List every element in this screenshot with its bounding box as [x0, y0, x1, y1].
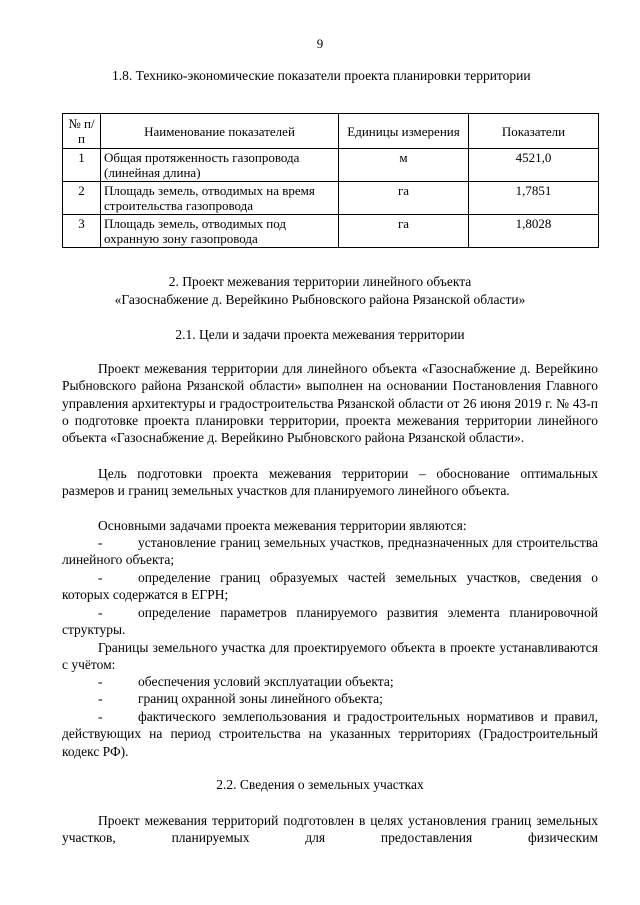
dash-marker: - [98, 691, 103, 706]
row-name: Общая протяженность газопровода (линейная длина) [101, 149, 339, 182]
list-item [62, 690, 598, 707]
page-number: 9 [316, 36, 324, 51]
row-unit: м [339, 149, 469, 182]
section-title-2-2: 2.2. Сведения о земельных участках [216, 777, 424, 792]
header-value: Показатели [469, 114, 599, 149]
paragraph-land-plots: Проект межевания территорий подготовлен в целях установления границ земельных участков, планируемых для предоставления физическим [62, 813, 598, 846]
list-item [62, 708, 598, 760]
header-name: Наименование показателей [101, 114, 339, 149]
dash-marker: - [98, 674, 103, 689]
list-item-text: определение параметров планируемого развития элемента планировочной структуры. [62, 605, 598, 638]
row-unit: га [339, 215, 469, 248]
section-title-2-line1: 2. Проект межевания территории линейного объекта [168, 274, 472, 289]
row-num: 2 [63, 182, 101, 215]
row-num: 1 [63, 149, 101, 182]
header-unit: Единицы измерения [339, 114, 469, 149]
row-value: 1,8028 [469, 215, 599, 248]
section-title-2-1: 2.1. Цели и задачи проекта межевания территории [175, 327, 465, 342]
row-name: Площадь земель, отводимых под охранную зону газопровода [101, 215, 339, 248]
list-item-text: границ охранной зоны линейного объекта; [138, 691, 383, 706]
dash-marker: - [98, 605, 103, 620]
list-item [62, 673, 598, 690]
list-item-text: обеспечения условий эксплуатации объекта; [138, 674, 394, 689]
table-row [63, 215, 599, 248]
header-num: № п/п [63, 114, 101, 149]
row-name: Площадь земель, отводимых на время строительства газопровода [101, 182, 339, 215]
list-item [62, 604, 598, 639]
paragraph-goal: Цель подготовки проекта межевания территории – обоснование оптимальных размеров и границ земельных участков для планируемого линейного объекта. [62, 466, 598, 499]
list-item-text: определение границ образуемых частей земельных участков, сведения о которых содержатся в ЕГРН; [62, 570, 598, 603]
dash-marker: - [98, 709, 103, 724]
list-item-text: установление границ земельных участков, предназначенных для строительства линейного объекта; [62, 535, 598, 568]
row-num: 3 [63, 215, 101, 248]
table-row [63, 182, 599, 215]
dash-marker: - [98, 570, 103, 585]
paragraph-tasks-intro: Основными задачами проекта межевания территории являются: [98, 518, 467, 533]
table-row [63, 149, 599, 182]
list-item-text: фактического землепользования и градостроительных нормативов и правил, действующих на период строительства на указанных территориях (Градостроительный кодекс РФ). [62, 709, 598, 759]
section-title-1-8: 1.8. Технико-экономические показатели проекта планировки территории [112, 68, 531, 83]
row-unit: га [339, 182, 469, 215]
row-value: 1,7851 [469, 182, 599, 215]
indicators-table [62, 113, 599, 248]
table-header-row [63, 114, 599, 149]
section-title-2-line2: «Газоснабжение д. Верейкино Рыбновского района Рязанской области» [114, 292, 526, 307]
list-item [62, 569, 598, 604]
list-item [62, 534, 598, 569]
dash-marker: - [98, 535, 103, 550]
paragraph-basis: Проект межевания территории для линейного объекта «Газоснабжение д. Верейкино Рыбновского района Рязанской области» выполнен на основании Постановления Главного управления архитектуры и градостроительства Рязанской области от 26 июня 2019 г. № 43-п о подготовке проекта планировки территории, проекта межевания территории линейного объекта «Газоснабжение д. Верейкино Рыбновского района Рязанской области». [62, 361, 598, 446]
row-value: 4521,0 [469, 149, 599, 182]
paragraph-boundaries: Границы земельного участка для проектируемого объекта в проекте устанавливаются с учётом: [62, 640, 598, 673]
